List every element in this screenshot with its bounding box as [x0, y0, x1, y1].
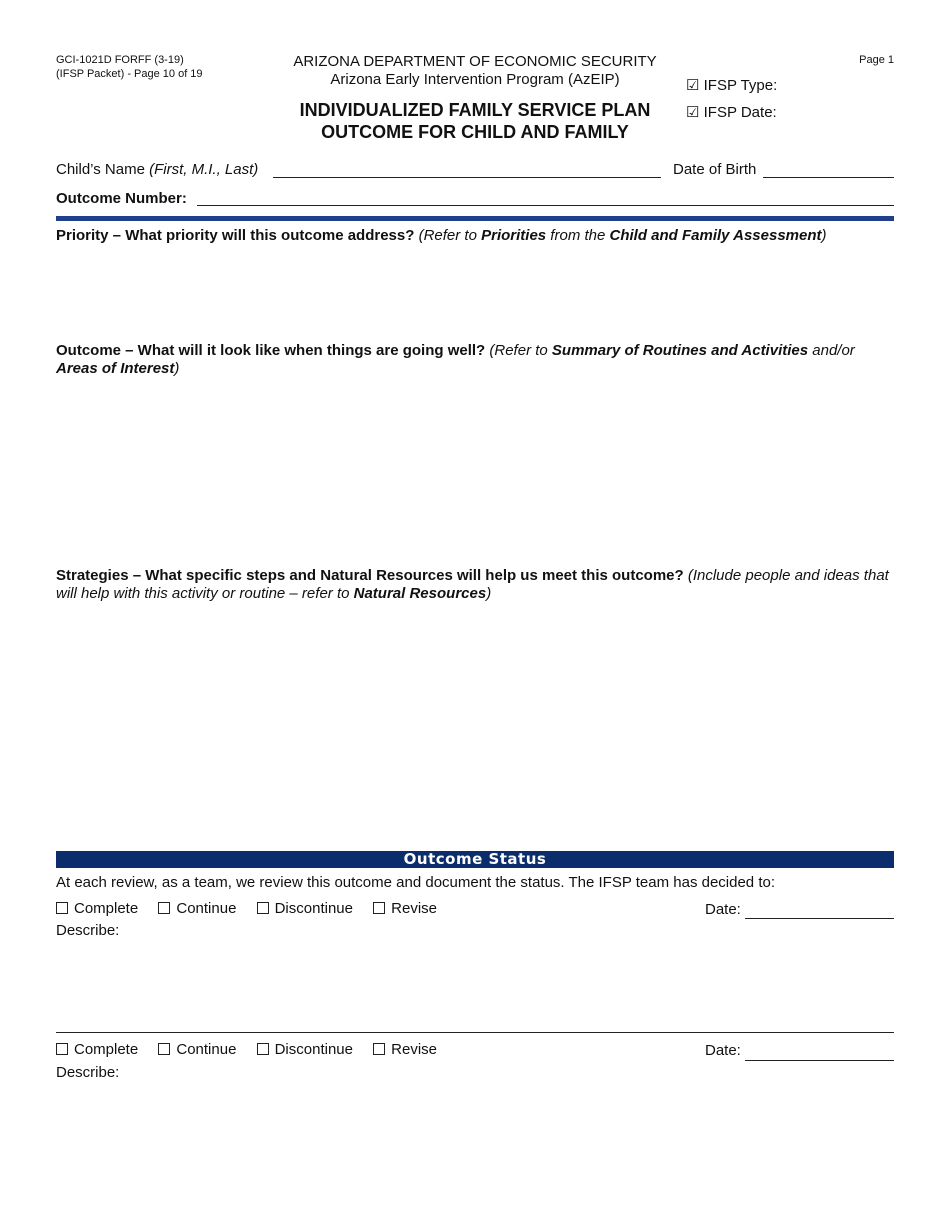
continue-checkbox[interactable]: Continue: [158, 1041, 236, 1058]
describe-area[interactable]: [56, 942, 894, 1030]
department-name: ARIZONA DEPARTMENT OF ECONOMIC SECURITY: [293, 53, 657, 70]
program-name: Arizona Early Intervention Program (AzEIP): [330, 71, 620, 88]
ifsp-date-label: ☑ IFSP Date:: [686, 104, 777, 121]
outcome-number-field[interactable]: [197, 205, 894, 206]
review-date-field[interactable]: [745, 1060, 894, 1061]
review-date-label: Date:: [705, 901, 741, 918]
discontinue-checkbox[interactable]: Discontinue: [257, 900, 353, 917]
revise-checkbox[interactable]: Revise: [373, 1041, 437, 1058]
section-divider: [56, 216, 894, 221]
priority-question: Priority – What priority will this outcome address? (Refer to Priorities from the Child and Family Assessment): [56, 227, 827, 244]
outcome-status-heading: Outcome Status: [403, 850, 547, 868]
describe-area[interactable]: [56, 1084, 894, 1174]
page-number: Page 1: [859, 54, 894, 66]
describe-label: Describe:: [56, 1064, 120, 1081]
priority-answer-area[interactable]: [56, 250, 894, 335]
packet-reference: (IFSP Packet) - Page 10 of 19: [56, 68, 203, 80]
review-date-field[interactable]: [745, 918, 894, 919]
complete-checkbox[interactable]: Complete: [56, 900, 138, 917]
outcome-number-label: Outcome Number:: [56, 190, 187, 207]
ifsp-type-label: ☑ IFSP Type:: [686, 77, 778, 94]
review-options-1: [56, 900, 453, 917]
dob-label: Date of Birth: [673, 161, 757, 178]
continue-checkbox[interactable]: Continue: [158, 900, 236, 917]
strategies-question: Strategies – What specific steps and Natural Resources will help us meet this outcome? (Include people and ideas that will help with this activity or routine – refer to Natural Resources): [56, 567, 889, 602]
outcome-status-banner: [56, 851, 894, 868]
revise-checkbox[interactable]: Revise: [373, 900, 437, 917]
form-title-line1: INDIVIDUALIZED FAMILY SERVICE PLAN: [299, 100, 651, 120]
discontinue-checkbox[interactable]: Discontinue: [257, 1041, 353, 1058]
child-name-label: Child’s Name (First, M.I., Last): [56, 161, 259, 178]
form-title-line2: OUTCOME FOR CHILD AND FAMILY: [321, 122, 629, 142]
review-divider: [56, 1032, 894, 1033]
complete-checkbox[interactable]: Complete: [56, 1041, 138, 1058]
outcome-answer-area[interactable]: [56, 385, 894, 555]
outcome-question: Outcome – What will it look like when things are going well? (Refer to Summary of Routines and Activities and/or Areas of Interest): [56, 342, 855, 377]
form-code: GCI-1021D FORFF (3-19): [56, 54, 184, 66]
strategies-answer-area[interactable]: [56, 610, 894, 840]
describe-label: Describe:: [56, 922, 120, 939]
review-options-2: [56, 1041, 453, 1058]
review-date-label: Date:: [705, 1042, 741, 1059]
child-name-field[interactable]: [273, 177, 661, 178]
dob-field[interactable]: [763, 177, 894, 178]
status-intro: At each review, as a team, we review this outcome and document the status. The IFSP team has decided to:: [56, 874, 775, 891]
